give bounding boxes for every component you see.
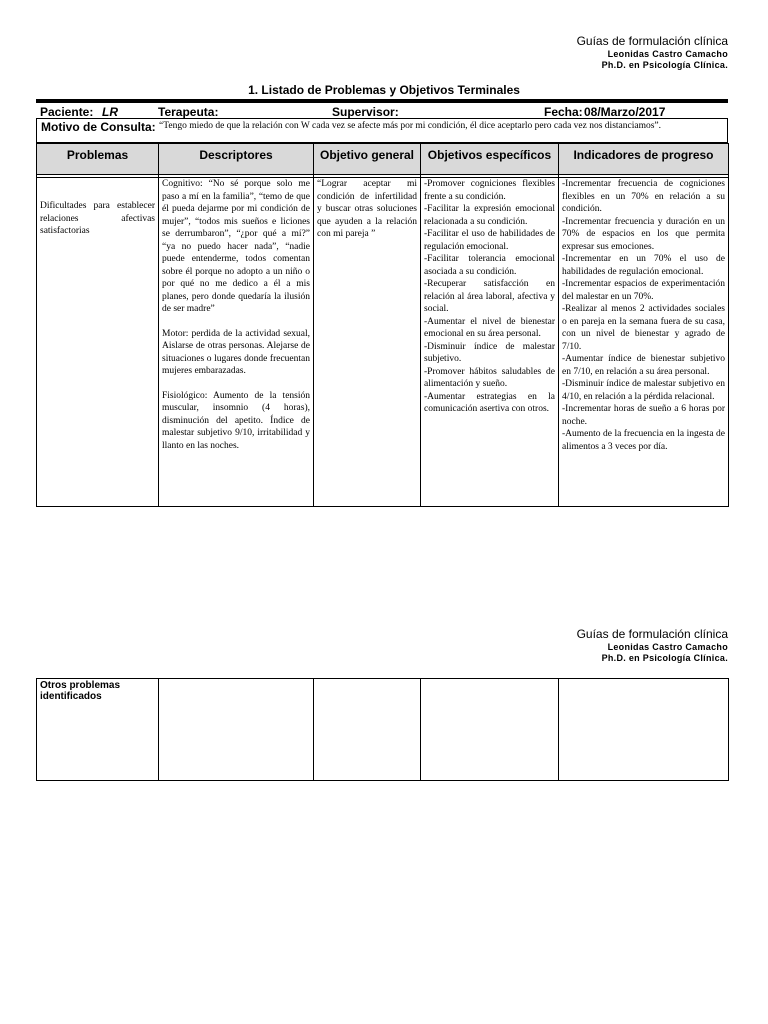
patient-label: Paciente: <box>40 105 94 119</box>
specific-objective: -Facilitar la expresión emocional relacionada a su condición. <box>424 204 555 227</box>
specific-objective: -Promover hábitos saludables de alimentación y sueño. <box>424 366 555 389</box>
date-label: Fecha: <box>544 105 583 119</box>
descriptor-cognitive: Cognitivo: “No sé porque solo me paso a mí en la familia”, “temo de que él pueda dejarme por mi condición de mujer”, “todos mis sueños e liciones se derrumbaron”, “¿por qué a mí?” “ya no puedo hacer nada”, “nadie puede entenderme, todos comentan sobre él porque no adopto a un niño o por qué no me dedico a él a mis planes, pero donde quedaría la ilusión de ser madre” <box>162 179 310 314</box>
specific-objective: -Facilitar tolerancia emocional asociada a su condición. <box>424 254 555 277</box>
empty-cell <box>559 679 729 781</box>
other-problems-label: Otros problemas identificados <box>37 679 159 781</box>
progress-indicator: -Realizar al menos 2 actividades sociales o en pareja en la semana fuera de su casa, con un nivel de bienestar y agrado de 7/10. <box>562 304 725 352</box>
page-header <box>577 34 728 71</box>
header-descriptors: Descriptores <box>159 144 314 175</box>
header-progress-indicators: Indicadores de progreso <box>559 144 729 175</box>
progress-indicator: -Disminuir índice de malestar subjetivo en 4/10, en relación a la pérdida relacional. <box>562 379 725 402</box>
specific-objective: -Promover cogniciones flexibles frente a su condición. <box>424 179 555 202</box>
descriptor-motor: Motor: perdida de la actividad sexual, Aislarse de otras personas. Alejarse de situaciones o lugares donde frecuentan mujeres embarazadas. <box>162 328 310 376</box>
descriptors-cell <box>159 178 314 507</box>
specific-objective: -Disminuir índice de malestar subjetivo. <box>424 341 555 364</box>
table-row <box>37 679 729 781</box>
specific-objectives-cell <box>421 178 559 507</box>
consultation-reason <box>36 119 728 143</box>
problem-text: Dificultades para establecer relaciones afectivas satisfactorias <box>40 201 155 236</box>
general-objective-cell <box>314 178 421 507</box>
date-value: 08/Marzo/2017 <box>584 105 666 119</box>
consultation-reason-text: “Tengo miedo de que la relación con W cada vez se afecte más por mi condición, él dice aceptarlo pero cada vez nos distanciamos”. <box>159 121 662 131</box>
header-author: Leonidas Castro Camacho <box>607 642 728 652</box>
empty-cell <box>159 679 314 781</box>
general-objective-text: “Lograr aceptar mi condición de infertilidad y buscar otras soluciones que ayuden a la relación con mi pareja ” <box>317 179 417 239</box>
specific-objective: -Aumentar el nivel de bienestar emocional en su área personal. <box>424 316 555 339</box>
progress-indicator: -Aumentar índice de bienestar subjetivo en 7/10, en relación a su área personal. <box>562 354 725 377</box>
progress-indicator: -Aumento de la frecuencia en la ingesta de alimentos a 3 veces por día. <box>562 429 725 452</box>
supervisor-label: Supervisor: <box>332 105 399 119</box>
progress-indicators-cell <box>559 178 729 507</box>
specific-objective: -Facilitar el uso de habilidades de regulación emocional. <box>424 229 555 252</box>
progress-indicator: -Incrementar horas de sueño a 6 horas por noche. <box>562 404 725 427</box>
document-title: 1. Listado de Problemas y Objetivos Terminales <box>248 83 520 97</box>
progress-indicator: -Incrementar en un 70% el uso de habilidades de regulación emocional. <box>562 254 725 277</box>
empty-cell <box>314 679 421 781</box>
header-author: Leonidas Castro Camacho <box>607 49 728 59</box>
descriptor-physiological: Fisiológico: Aumento de la tensión muscular, insomnio (4 horas), disminución del apetito. Índice de malestar subjetivo 9/10, irritabilidad y llanto en las noches. <box>162 390 310 451</box>
page-header-second <box>577 627 728 664</box>
therapist-label: Terapeuta: <box>158 105 219 119</box>
header-problems: Problemas <box>37 144 159 175</box>
specific-objective: -Recuperar satisfacción en relación al área laboral, afectiva y social. <box>424 279 555 314</box>
patient-info-bar <box>36 99 728 119</box>
header-title: Guías de formulación clínica <box>576 627 728 641</box>
patient-value: LR <box>102 105 118 119</box>
other-problems-table <box>36 678 729 781</box>
header-degree: Ph.D. en Psicología Clínica. <box>601 653 728 663</box>
progress-indicator: -Incrementar frecuencia y duración en un 70% de espacios en los que permita expresar sus emociones. <box>562 216 725 252</box>
table-header-row <box>37 144 729 175</box>
header-general-objective: Objetivo general <box>314 144 421 175</box>
table-row <box>37 178 729 507</box>
consultation-reason-label: Motivo de Consulta: <box>41 120 156 134</box>
progress-indicator: -Incrementar frecuencia de cogniciones flexibles en un 70% en relación a su condición. <box>562 179 725 214</box>
empty-cell <box>421 679 559 781</box>
header-specific-objectives: Objetivos específicos <box>421 144 559 175</box>
problem-cell <box>37 178 159 507</box>
progress-indicator: -Incrementar espacios de experimentación del malestar en un 70%. <box>562 279 725 302</box>
header-title: Guías de formulación clínica <box>576 34 728 48</box>
problems-table <box>36 143 729 507</box>
specific-objective: -Aumentar estrategias en la comunicación asertiva con otros. <box>424 391 555 414</box>
header-degree: Ph.D. en Psicología Clínica. <box>601 60 728 70</box>
